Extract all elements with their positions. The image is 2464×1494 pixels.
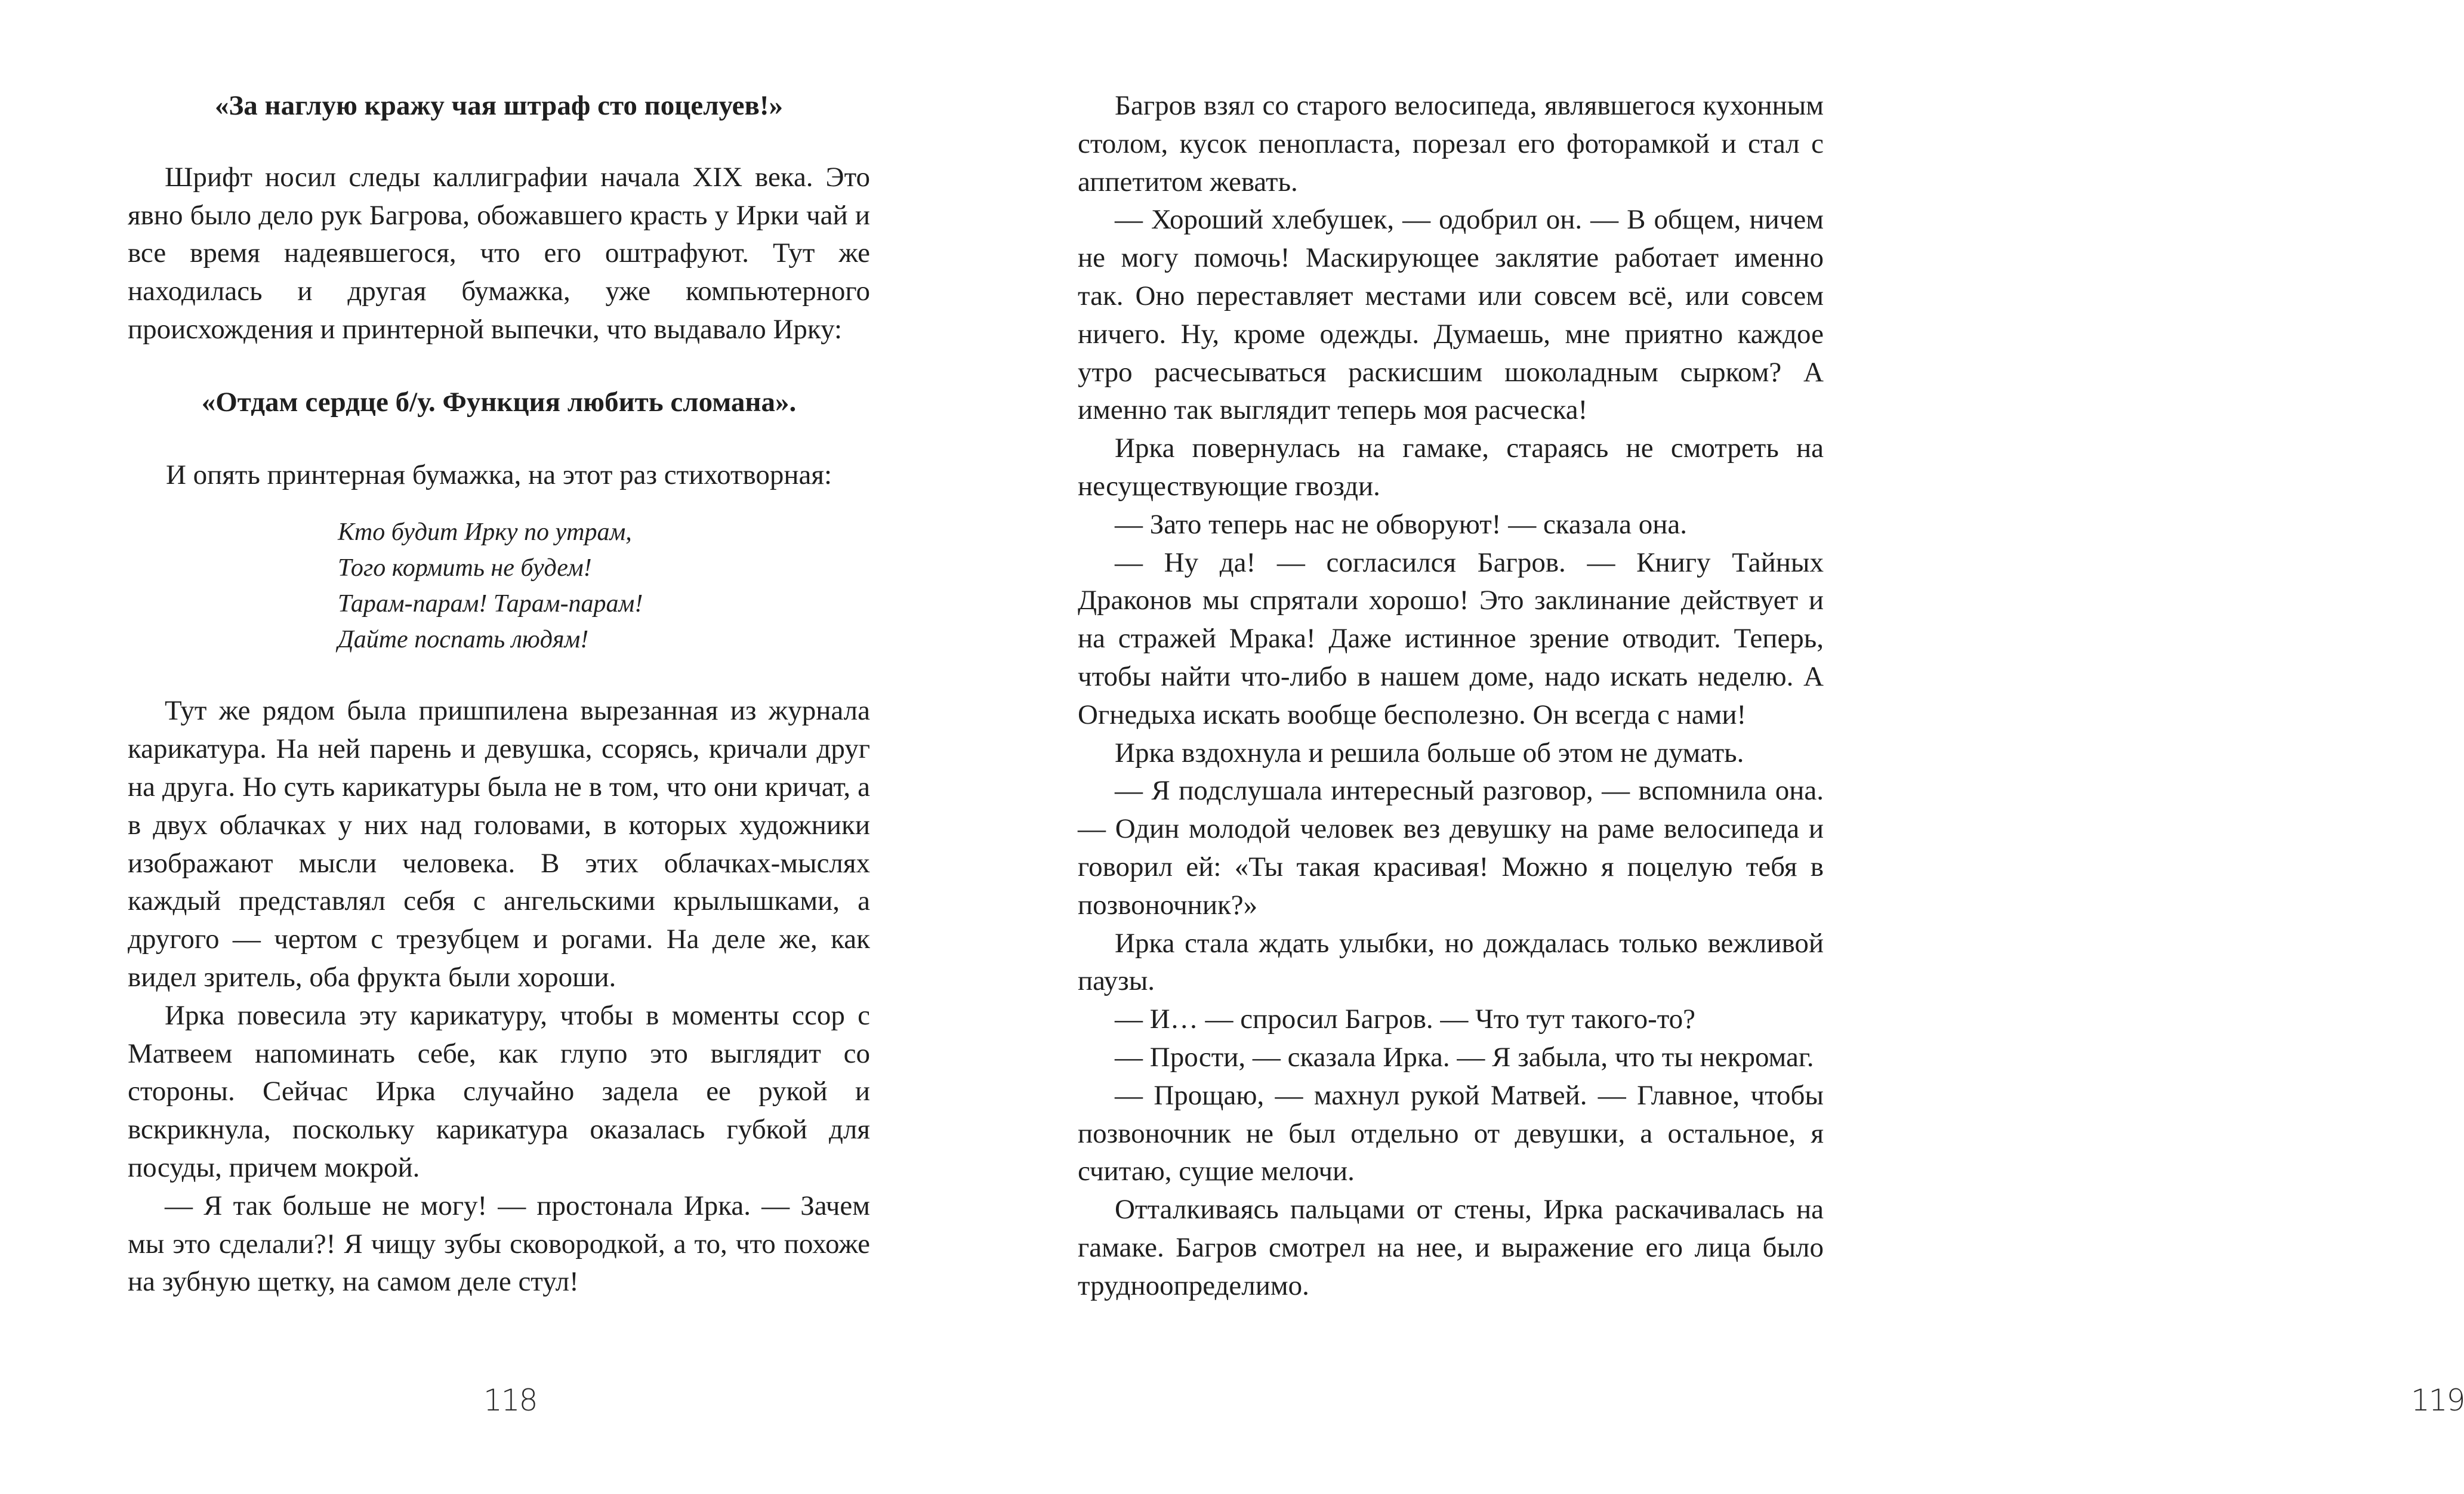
paragraph: Ирка вздохнула и решила больше об этом не думать. bbox=[1115, 737, 1744, 768]
paragraph: — И… — спросил Багров. — Что тут такого-то? bbox=[1115, 1004, 1696, 1035]
paragraph: — Хороший хлебушек, — одобрил он. — В общем, ничем не могу помочь! Маскирующее заклятие работает именно так. Оно переставляет местами или совсем всё, или совсем ничего. Ну, кроме одежды. Думаешь, мне приятно каждое утро расчесываться раскисшим шоколадным сырком? А именно так выглядит теперь моя расческа! bbox=[1078, 204, 1824, 426]
paragraph: — Прощаю, — махнул рукой Матвей. — Главное, чтобы позвоночник не был отдельно от девушки, а остальное, я считаю, сущие мелочи. bbox=[1078, 1079, 1824, 1187]
paragraph: — Ну да! — согласился Багров. — Книгу Тайных Драконов мы спрятали хорошо! Это заклинание действует и на стражей Мрака! Даже истинное зрение отводит. Теперь, чтобы найти что-либо в нашем доме, надо искать неделю. А Огнедыха искать вообще бесполезно. Он всегда с нами! bbox=[1078, 547, 1824, 730]
paragraph: Шрифт носил следы каллиграфии начала XIX века. Это явно было дело рук Багрова, обожавшего красть у Ирки чай и все время надеявшегося, что его оштрафуют. Тут же находилась и другая бумажка, уже компьютерного происхождения и принтерной выпечки, что выдавало Ирку: bbox=[128, 161, 870, 345]
left-page bbox=[0, 0, 973, 1494]
paragraph: Ирка стала ждать улыбки, но дождалась только вежливой паузы. bbox=[1078, 927, 1824, 997]
paragraph: Ирка повернулась на гамаке, стараясь не смотреть на несуществующие гвозди. bbox=[1078, 433, 1824, 502]
page-number: 119 bbox=[2411, 1383, 2464, 1418]
right-page-text bbox=[1078, 87, 1824, 1305]
page-number: 118 bbox=[483, 1383, 537, 1418]
paragraph: — Прости, — сказала Ирка. — Я забыла, что ты некромаг. bbox=[1115, 1041, 1814, 1073]
paragraph: Багров взял со старого велосипеда, являвшегося кухонным столом, кусок пенопласта, порезал его фоторамкой и стал с аппетитом жевать. bbox=[1078, 90, 1824, 197]
note-tea-fine: «За наглую кражу чая штраф сто поцелуев!» bbox=[214, 90, 784, 121]
paragraph: Ирка повесила эту карикатуру, чтобы в моменты ссор с Матвеем напоминать себе, как глупо это выглядит со стороны. Сейчас Ирка случайно задела ее рукой и вскрикнула, поскольку карикатура оказалась губкой для посуды, причем мокрой. bbox=[128, 999, 870, 1183]
left-page-text bbox=[128, 87, 870, 1301]
paragraph: — Я так больше не могу! — простонала Ирка. — Зачем мы это сделали?! Я чищу зубы сковородкой, а то, что похоже на зубную щетку, на самом деле стул! bbox=[128, 1190, 870, 1298]
verse-line: Того кормить не будем! bbox=[338, 554, 592, 582]
verse-line: Дайте поспать людям! bbox=[338, 626, 589, 654]
verse-line: Кто будит Ирку по утрам, bbox=[338, 518, 632, 547]
paragraph: Отталкиваясь пальцами от стены, Ирка раскачивалась на гамаке. Багров смотрел на нее, и выражение его лица было трудноопределимо. bbox=[1078, 1194, 1824, 1301]
note-heart: «Отдам сердце б/у. Функция любить сломана». bbox=[201, 386, 797, 418]
paragraph: — Зато теперь нас не обворуют! — сказала она. bbox=[1115, 508, 1687, 540]
verse-intro: И опять принтерная бумажка, на этот раз стихотворная: bbox=[165, 459, 832, 490]
paragraph: Тут же рядом была пришпилена вырезанная из журнала карикатура. На ней парень и девушка, ссорясь, кричали друг на друга. Но суть карикатуры была не в том, что они кричат, а в двух облачках у них над головами, в которых художники изображают мысли человека. В этих облачках-мыслях каждый представлял себя с ангельскими крылышками, а другого — чертом с трезубцем и рогами. На деле же, как видел зритель, оба фрукта были хороши. bbox=[128, 695, 870, 993]
verse bbox=[338, 514, 870, 658]
verse-line: Тарам-парам! Тарам-парам! bbox=[338, 590, 643, 618]
paragraph: — Я подслушала интересный разговор, — вспомнила она. — Один молодой человек вез девушку на раме велосипеда и говорил ей: «Ты такая красивая! Можно я поцелую тебя в позвоночник?» bbox=[1078, 775, 1824, 921]
